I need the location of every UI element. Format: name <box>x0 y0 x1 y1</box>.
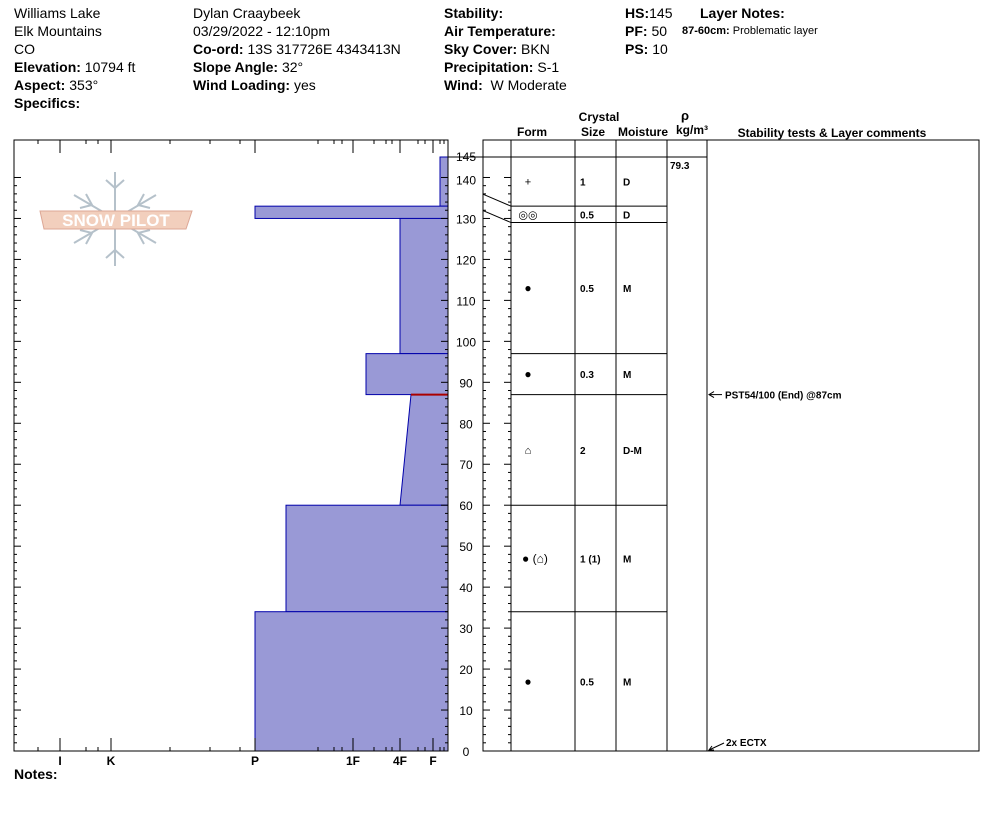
layer-moisture: M <box>623 284 632 296</box>
layer-form: ● <box>524 674 532 689</box>
moisture-header: Moisture <box>617 125 669 139</box>
depth-tick-label: 60 <box>459 499 473 514</box>
wind-loading-value: yes <box>293 77 316 93</box>
layer-moisture: D-M <box>623 445 642 457</box>
stability-tests <box>709 391 842 750</box>
layer-form: ⌂ <box>524 444 532 457</box>
hardness-label: P <box>250 754 260 768</box>
layer-moisture: D <box>623 210 631 222</box>
form-header: Form <box>517 125 547 139</box>
aspect-value: 353° <box>69 77 99 93</box>
depth-tick-label: 140 <box>455 173 477 188</box>
depth-tick-label: 120 <box>455 253 477 268</box>
hardness-label: K <box>106 754 116 768</box>
hardness-layer <box>400 218 448 353</box>
depth-tick-label: 70 <box>459 458 473 473</box>
slope-label: Slope Angle: <box>193 59 279 75</box>
rho-header: ρ <box>680 108 690 123</box>
layer-size: 1 (1) <box>580 554 601 566</box>
layer-moisture: D <box>623 177 631 189</box>
test-label: 2x ECTX <box>726 738 767 749</box>
depth-tick-label: 80 <box>459 417 473 432</box>
pf-label: PF: <box>625 23 648 39</box>
hardness-layer <box>400 395 448 506</box>
layer-form: + <box>524 176 532 189</box>
test-label: PST54/100 (End) @87cm <box>725 390 842 402</box>
hardness-profile <box>255 157 448 751</box>
sky-cover-value: BKN <box>521 41 550 57</box>
depth-tick-label: 10 <box>459 704 473 719</box>
layer-size: 0.5 <box>580 677 594 689</box>
layer-connector <box>483 211 511 223</box>
location-name: Williams Lake <box>14 5 101 21</box>
hs-value: 145 <box>649 5 673 21</box>
coord-value: 13S 317726E 4343413N <box>247 41 401 57</box>
range-name: Elk Mountains <box>14 23 102 39</box>
precip-label: Precipitation: <box>444 59 534 75</box>
hardness-label: 1F <box>345 754 361 768</box>
layer-notes-label: Layer Notes: <box>700 5 785 21</box>
depth-tick-label: 20 <box>459 663 473 678</box>
pf-value: 50 <box>651 23 668 39</box>
precip-value: S-1 <box>537 59 560 75</box>
layer-form: ◎◎ <box>518 209 538 222</box>
hardness-layer <box>440 157 448 206</box>
aspect-label: Aspect: <box>14 77 66 93</box>
depth-tick-label: 30 <box>459 622 473 637</box>
layer-moisture: M <box>623 677 632 689</box>
hardness-layer <box>286 505 448 612</box>
wind-label: Wind: <box>444 77 483 93</box>
layer-rows <box>483 161 690 688</box>
hardness-layer <box>255 612 448 751</box>
depth-tick-label: 145 <box>455 150 477 164</box>
layer-moisture: M <box>623 554 632 566</box>
layer-moisture: M <box>623 370 632 382</box>
layer-form: ● <box>524 281 532 296</box>
elevation-value: 10794 ft <box>84 59 136 75</box>
layer-size: 0.5 <box>580 210 594 222</box>
elevation-label: Elevation: <box>14 59 81 75</box>
state-name: CO <box>14 41 35 57</box>
layer-note-range: 87-60cm: <box>682 25 730 37</box>
observation-datetime: 03/29/2022 - 12:10pm <box>193 23 330 39</box>
crystal-header: Crystal <box>578 110 620 124</box>
hs-label: HS: <box>625 5 650 21</box>
density-value: 79.3 <box>670 161 690 172</box>
layer-table-frame <box>483 140 979 751</box>
layer-size: 2 <box>580 445 586 457</box>
logo-text: SNOW PILOT <box>62 211 170 230</box>
hardness-label: F <box>429 754 437 768</box>
layer-form: ● (⌂) <box>522 551 548 566</box>
depth-tick-label: 100 <box>455 335 477 350</box>
layer-size: 1 <box>580 177 586 189</box>
wind-value: W Moderate <box>490 77 567 93</box>
hardness-label: I <box>58 754 62 768</box>
depth-tick-label: 90 <box>459 376 473 391</box>
slope-value: 32° <box>281 59 304 75</box>
sky-cover-label: Sky Cover: <box>444 41 518 57</box>
hardness-layer <box>366 354 448 395</box>
notes-label: Notes: <box>14 766 58 782</box>
layer-size: 0.3 <box>580 370 594 382</box>
layer-note-text: Problematic layer <box>732 25 818 37</box>
coord-label: Co-ord: <box>193 41 244 57</box>
wind-loading-label: Wind Loading: <box>193 77 291 93</box>
stability-label: Stability: <box>444 5 504 21</box>
air-temp-label: Air Temperature: <box>444 23 556 39</box>
observer-name: Dylan Craaybeek <box>193 5 301 21</box>
depth-tick-label: 130 <box>455 212 477 227</box>
depth-tick-label: 40 <box>459 581 473 596</box>
comments-header: Stability tests & Layer comments <box>737 126 927 140</box>
depth-tick-label: 0 <box>462 745 470 759</box>
ps-label: PS: <box>625 41 649 57</box>
ps-value: 10 <box>652 41 668 57</box>
size-header: Size <box>580 125 606 139</box>
hardness-layer <box>255 206 448 218</box>
snowpilot-logo <box>40 172 192 266</box>
layer-connector <box>483 194 511 206</box>
hardness-label: 4F <box>392 754 408 768</box>
density-unit-header: kg/m³ <box>675 123 709 137</box>
specifics-label: Specifics: <box>14 95 81 111</box>
depth-tick-label: 50 <box>459 540 473 555</box>
layer-size: 0.5 <box>580 284 594 296</box>
layer-form: ● <box>524 367 532 382</box>
depth-tick-label: 110 <box>456 294 476 309</box>
